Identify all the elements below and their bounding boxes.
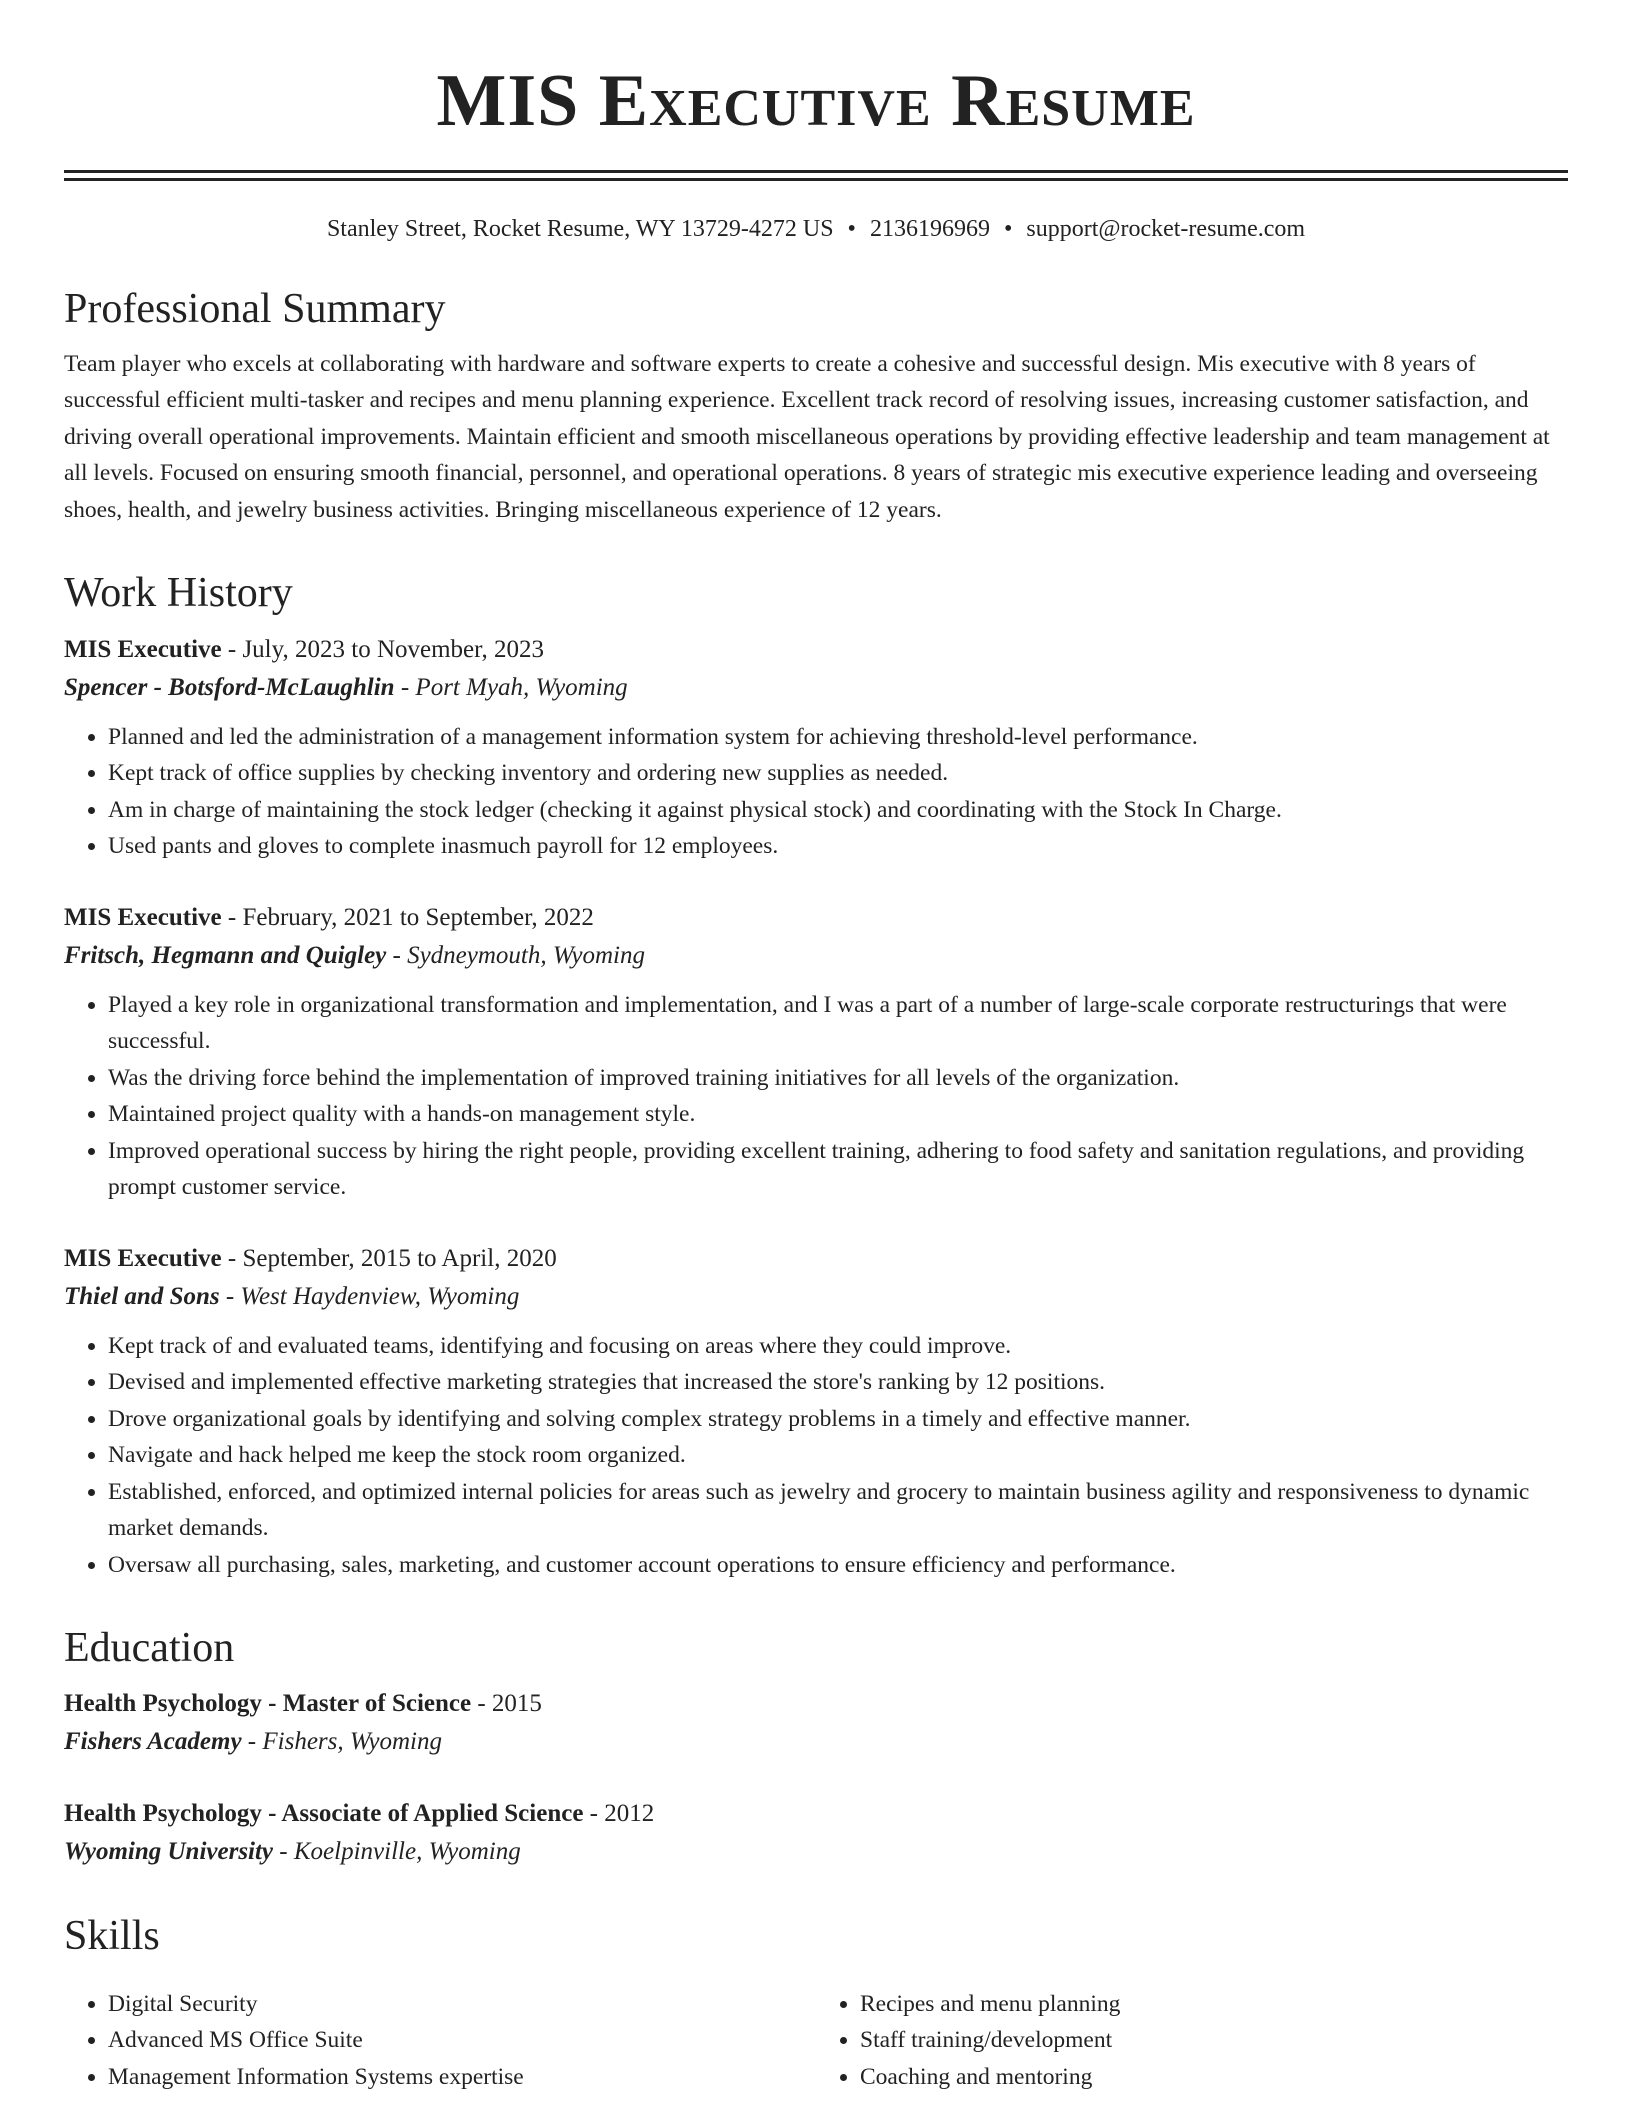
skill-item: • Advanced MS Office Suite bbox=[108, 2022, 816, 2059]
contact-separator: • bbox=[1003, 216, 1013, 242]
skills-section bbox=[64, 1913, 1568, 2095]
skill-item: • Staff training/development bbox=[860, 2022, 1568, 2059]
work-history-section bbox=[64, 570, 1568, 1583]
job-bullet: • Kept track of and evaluated teams, identifying and focusing on areas where they could improve. bbox=[108, 1328, 1568, 1365]
skill-item: • Digital Security bbox=[108, 1986, 816, 2023]
job-bullet: • Established, enforced, and optimized internal policies for areas such as jewelry and grocery to maintain business agility and responsiveness to dynamic market demands. bbox=[108, 1474, 1568, 1547]
skill-item: • Coaching and mentoring bbox=[860, 2059, 1568, 2096]
job-location: - Sydneymouth, Wyoming bbox=[386, 941, 646, 969]
summary-text: Team player who excels at collaborating with hardware and software experts to create a cohesive and successful design. Mis executive with 8 years of successful efficient multi-tasker and recipes and menu planning experience. Excellent track record of resolving issues, increasing customer satisfaction, and driving overall operational improvements. Maintain efficient and smooth miscellaneous operations by providing effective leadership and team management at all levels. Focused on ensuring smooth financial, personnel, and operational operations. 8 years of strategic mis executive experience leading and overseeing shoes, health, and jewelry business activities. Bringing miscellaneous experience of 12 years. bbox=[64, 350, 1550, 523]
job-dates: - February, 2021 to September, 2022 bbox=[221, 903, 594, 931]
job-bullet: • Kept track of office supplies by checking inventory and ordering new supplies as needed. bbox=[108, 755, 1568, 792]
job-bullet: • Devised and implemented effective marketing strategies that increased the store's ranking by 12 positions. bbox=[108, 1364, 1568, 1401]
job-bullets bbox=[64, 719, 1568, 865]
resume-title: MIS Executive Resume bbox=[436, 60, 1196, 142]
education-school-line bbox=[64, 1723, 1568, 1761]
contact-email[interactable]: support@rocket-resume.com bbox=[1026, 216, 1306, 242]
education-year: - 2012 bbox=[583, 1800, 655, 1828]
job-bullet: • Oversaw all purchasing, sales, marketing, and customer account operations to ensure efficiency and performance. bbox=[108, 1547, 1568, 1584]
education-entry bbox=[64, 1795, 1568, 1871]
education-degree: Health Psychology - Associate of Applied Science bbox=[64, 1800, 584, 1828]
contact-line bbox=[64, 215, 1568, 244]
job-company: Fritsch, Hegmann and Quigley bbox=[64, 941, 387, 969]
job-entry bbox=[64, 631, 1568, 865]
skills-list-left bbox=[64, 1986, 816, 2096]
job-company: Thiel and Sons bbox=[64, 1282, 220, 1310]
job-role: MIS Executive bbox=[64, 903, 222, 931]
job-company-line bbox=[64, 937, 1568, 975]
summary-section bbox=[64, 286, 1568, 529]
education-school: Wyoming University bbox=[64, 1838, 274, 1866]
job-bullet: • Improved operational success by hiring the right people, providing excellent training, adhering to food safety and sanitation regulations, and providing prompt customer service. bbox=[108, 1133, 1568, 1206]
job-entry bbox=[64, 1240, 1568, 1584]
job-title-line bbox=[64, 631, 1568, 669]
job-bullet: • Used pants and gloves to complete inasmuch payroll for 12 employees. bbox=[108, 828, 1568, 865]
skills-heading: Skills bbox=[64, 1913, 160, 1960]
education-location: - Koelpinville, Wyoming bbox=[273, 1838, 521, 1866]
title-double-rule bbox=[64, 170, 1568, 181]
skills-columns bbox=[64, 1974, 1568, 2096]
education-school: Fishers Academy bbox=[64, 1728, 242, 1756]
job-company: Spencer - Botsford-McLaughlin bbox=[64, 673, 395, 701]
education-section bbox=[64, 1625, 1568, 1871]
contact-address: Stanley Street, Rocket Resume, WY 13729-4272 US bbox=[326, 216, 834, 242]
contact-separator: • bbox=[847, 216, 856, 242]
job-bullet: • Drove organizational goals by identifying and solving complex strategy problems in a timely and effective manner. bbox=[108, 1401, 1568, 1438]
education-location: - Fishers, Wyoming bbox=[241, 1728, 442, 1756]
job-location: - Port Myah, Wyoming bbox=[394, 673, 628, 701]
job-entry bbox=[64, 899, 1568, 1206]
job-location: - West Haydenview, Wyoming bbox=[219, 1282, 520, 1310]
job-bullet: • Played a key role in organizational transformation and implementation, and I was a part of a number of large-scale corporate restructurings that were successful. bbox=[108, 987, 1568, 1060]
education-degree: Health Psychology - Master of Science bbox=[64, 1690, 472, 1718]
job-bullet: • Was the driving force behind the implementation of improved training initiatives for all levels of the organization. bbox=[108, 1060, 1568, 1097]
skill-item: • Management Information Systems expertise bbox=[108, 2059, 816, 2096]
job-title-line bbox=[64, 899, 1568, 937]
job-role: MIS Executive bbox=[64, 635, 222, 663]
job-bullet: • Am in charge of maintaining the stock ledger (checking it against physical stock) and coordinating with the Stock In Charge. bbox=[108, 792, 1568, 829]
job-title-line bbox=[64, 1240, 1568, 1278]
job-role: MIS Executive bbox=[64, 1244, 222, 1272]
education-degree-line bbox=[64, 1795, 1568, 1833]
job-bullet: • Navigate and hack helped me keep the stock room organized. bbox=[108, 1437, 1568, 1474]
work-history-heading: Work History bbox=[64, 570, 293, 617]
job-bullets bbox=[64, 987, 1568, 1206]
job-dates: - September, 2015 to April, 2020 bbox=[221, 1244, 557, 1272]
job-company-line bbox=[64, 669, 1568, 707]
job-company-line bbox=[64, 1278, 1568, 1316]
education-degree-line bbox=[64, 1685, 1568, 1723]
job-bullet: • Planned and led the administration of a management information system for achieving threshold-level performance. bbox=[108, 719, 1568, 756]
education-entry bbox=[64, 1685, 1568, 1761]
summary-heading: Professional Summary bbox=[64, 285, 446, 332]
job-bullets bbox=[64, 1328, 1568, 1584]
contact-phone: 2136196969 bbox=[869, 216, 990, 242]
education-school-line bbox=[64, 1833, 1568, 1871]
job-dates: - July, 2023 to November, 2023 bbox=[221, 635, 544, 663]
skill-item: • Recipes and menu planning bbox=[860, 1986, 1568, 2023]
education-heading: Education bbox=[64, 1625, 235, 1672]
job-bullet: • Maintained project quality with a hands-on management style. bbox=[108, 1096, 1568, 1133]
skills-list-right bbox=[816, 1986, 1568, 2096]
education-year: - 2015 bbox=[471, 1690, 542, 1718]
